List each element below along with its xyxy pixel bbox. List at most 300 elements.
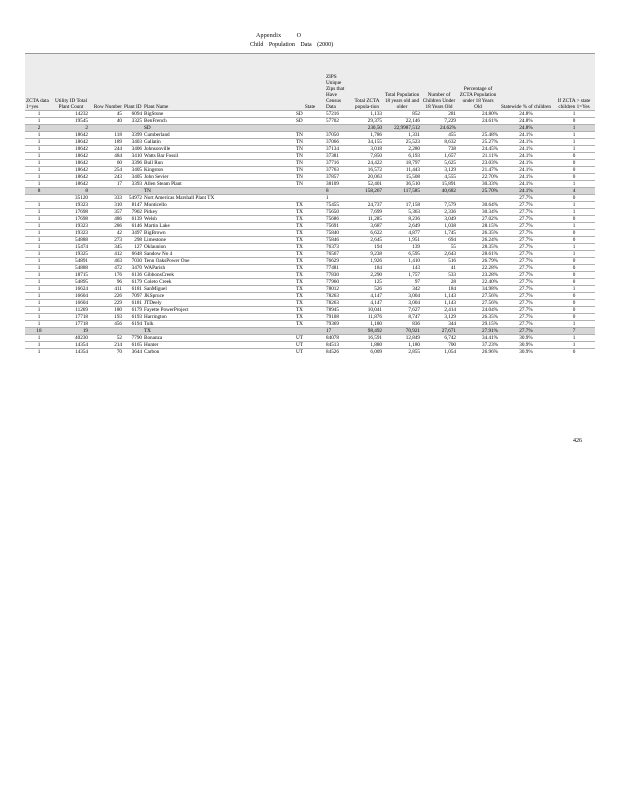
utility-id-cell: 18715 — [53, 272, 89, 279]
utility-id-cell: 19 — [53, 328, 89, 335]
plant-name-cell: Tolk — [143, 321, 295, 328]
plant-id-cell: 3406 — [123, 146, 143, 153]
zip-cell: 75840 — [325, 230, 351, 237]
above-state-flag-cell: 0 — [553, 279, 595, 286]
zcta-flag-cell: 1 — [25, 202, 53, 209]
state-cell: TX — [295, 209, 325, 216]
state-cell: SD — [295, 111, 325, 118]
adult-population-cell: 6,193 — [383, 153, 421, 160]
adult-population-cell: 1,757 — [383, 272, 421, 279]
zcta-flag-cell: 1 — [25, 146, 53, 153]
zcta-flag-cell — [25, 195, 53, 202]
plant-id-cell: 3497 — [123, 230, 143, 237]
above-state-flag-cell: 7 — [553, 328, 595, 335]
children-percentage-cell: 23.03% — [457, 160, 499, 167]
adult-population-cell: 852 — [383, 111, 421, 118]
table-row — [25, 251, 595, 258]
table-row — [25, 265, 595, 272]
zcta-flag-cell: 1 — [25, 160, 53, 167]
state-total-row — [25, 188, 595, 195]
plant-name-cell: JTDeely — [143, 300, 295, 307]
state-total-row — [25, 125, 595, 132]
plant-id-cell: 3410 — [123, 153, 143, 160]
plant-id-cell: 6146 — [123, 223, 143, 230]
above-state-flag-cell: 0 — [553, 216, 595, 223]
plant-id-cell: 7790 — [123, 335, 143, 342]
table-row — [25, 202, 595, 209]
state-cell — [295, 188, 325, 195]
zcta-flag-cell: 1 — [25, 223, 53, 230]
zcta-flag-cell: 1 — [25, 209, 53, 216]
above-state-flag-cell: 0 — [553, 195, 595, 202]
state-cell: UT — [295, 342, 325, 349]
state-cell: SD — [295, 118, 325, 125]
children-percentage-cell: 21.47% — [457, 167, 499, 174]
row-number-header: Row Number — [89, 54, 123, 111]
row-number-cell: 345 — [89, 244, 123, 251]
state-cell: TN — [295, 160, 325, 167]
total-population-cell: 1,180 — [351, 321, 383, 328]
state-cell: TX — [295, 251, 325, 258]
statewide-percentage-cell: 27.7% — [499, 293, 553, 300]
state-cell: TX — [295, 237, 325, 244]
zip-cell: 77481 — [325, 265, 351, 272]
row-number-cell: 17 — [89, 181, 123, 188]
above-state-flag-cell: 0 — [553, 293, 595, 300]
statewide-percentage-cell: 27.7% — [499, 251, 553, 258]
plant-id-cell: 298 — [123, 237, 143, 244]
table-row — [25, 307, 595, 314]
utility-id-cell: 14354 — [53, 349, 89, 356]
table-row — [25, 321, 595, 328]
zip-cell: 75846 — [325, 237, 351, 244]
zcta-flag-cell: 1 — [25, 251, 53, 258]
above-state-flag-cell: 0 — [553, 174, 595, 181]
total-population-cell: 9,238 — [351, 251, 383, 258]
adult-population-cell: 1,331 — [383, 132, 421, 139]
children-count-cell: 15,891 — [421, 181, 457, 188]
table-row — [25, 230, 595, 237]
children-count-cell — [421, 195, 457, 202]
zcta-flag-cell: 1 — [25, 342, 53, 349]
plant-id-cell: 6179 — [123, 279, 143, 286]
plant-name-cell: Allen Steam Plant — [143, 181, 295, 188]
above-state-flag-cell: 0 — [553, 237, 595, 244]
children-count-cell: 40,682 — [421, 188, 457, 195]
zcta-flag-cell: 1 — [25, 293, 53, 300]
children-percentage-cell: 30.34% — [457, 209, 499, 216]
adult-population-cell: 1,180 — [383, 342, 421, 349]
zcta-flag-cell: 1 — [25, 272, 53, 279]
zip-cell: 84526 — [325, 349, 351, 356]
row-number-cell — [89, 125, 123, 132]
total-population-cell: 3,018 — [351, 146, 383, 153]
utility-id-cell: 19323 — [53, 230, 89, 237]
utility-id-header: Utility ID Total Plant Count — [53, 54, 89, 111]
statewide-percentage-cell: 24.8% — [499, 118, 553, 125]
total-population-cell: 1,786 — [351, 132, 383, 139]
zcta-flag-cell: 8 — [25, 188, 53, 195]
zcta-flag-cell: 1 — [25, 349, 53, 356]
adult-population-cell: 836 — [383, 321, 421, 328]
children-count-cell: 2,336 — [421, 209, 457, 216]
above-state-flag-cell: 0 — [553, 118, 595, 125]
above-state-flag-cell: 1 — [553, 181, 595, 188]
row-number-cell: 52 — [89, 335, 123, 342]
plant-id-cell: 3403 — [123, 139, 143, 146]
children-percentage-cell: 22.28% — [457, 265, 499, 272]
children-percentage-cell: 34.98% — [457, 286, 499, 293]
table-row — [25, 293, 595, 300]
row-number-cell: 357 — [89, 209, 123, 216]
appendix-label: Appendix — [256, 33, 282, 39]
state-cell: TX — [295, 230, 325, 237]
state-cell: TX — [295, 286, 325, 293]
utility-id-cell: 54888 — [53, 265, 89, 272]
above-state-flag-cell: 0 — [553, 230, 595, 237]
row-number-cell: 189 — [89, 139, 123, 146]
statewide-percentage-cell: 24.1% — [499, 153, 553, 160]
total-population-cell: 11,876 — [351, 314, 383, 321]
children-percentage-cell: 25.27% — [457, 139, 499, 146]
children-count-cell: 7,579 — [421, 202, 457, 209]
plant-name-cell: Gallatin — [143, 139, 295, 146]
title-block — [0, 33, 618, 53]
child-population-table — [25, 53, 595, 355]
children-percentage-header: Percentage of ZCTA Population under 18 Years Old — [457, 54, 499, 111]
adult-population-cell: 3,004 — [383, 293, 421, 300]
children-count-cell: 3,129 — [421, 314, 457, 321]
adult-population-cell: 12,849 — [383, 335, 421, 342]
statewide-percentage-cell: 27.7% — [499, 272, 553, 279]
plant-id-cell: 6094 — [123, 111, 143, 118]
plant-name-cell: SD — [143, 125, 295, 132]
children-count-cell: 700 — [421, 342, 457, 349]
children-count-cell: 184 — [421, 286, 457, 293]
plant-name-cell: Nort Americas Marshall Plant TX — [143, 195, 295, 202]
utility-id-cell: 19545 — [53, 118, 89, 125]
adult-population-cell: 11,443 — [383, 167, 421, 174]
zcta-flag-cell: 1 — [25, 279, 53, 286]
above-state-flag-cell: 1 — [553, 223, 595, 230]
zip-cell: 37716 — [325, 160, 351, 167]
children-percentage-cell: 28.61% — [457, 251, 499, 258]
state-cell: TX — [295, 293, 325, 300]
plant-id-cell: 6181 — [123, 300, 143, 307]
utility-id-cell: 35120 — [53, 195, 89, 202]
table-row — [25, 300, 595, 307]
plant-name-cell: Harrington — [143, 314, 295, 321]
zip-cell: 84078 — [325, 335, 351, 342]
utility-id-cell: 14232 — [53, 111, 89, 118]
state-cell: TX — [295, 314, 325, 321]
utility-id-cell: 18642 — [53, 139, 89, 146]
adult-population-cell: 7,627 — [383, 307, 421, 314]
utility-id-cell: 18642 — [53, 167, 89, 174]
statewide-percentage-cell: 24.1% — [499, 139, 553, 146]
above-state-flag-cell: 4 — [553, 188, 595, 195]
zcta-flag-cell: 1 — [25, 111, 53, 118]
adult-population-cell: 6,595 — [383, 251, 421, 258]
plant-id-cell — [123, 125, 143, 132]
statewide-percentage-cell: 24.8% — [499, 111, 553, 118]
plant-name-cell: John Sevier — [143, 174, 295, 181]
zip-cell: 37050 — [325, 132, 351, 139]
statewide-percentage-cell: 24.1% — [499, 160, 553, 167]
total-population-cell: 125 — [351, 279, 383, 286]
total-population-cell: 7,850 — [351, 153, 383, 160]
utility-id-cell: 18642 — [53, 181, 89, 188]
children-count-cell: 5,625 — [421, 160, 457, 167]
plant-id-cell: 54972 — [123, 195, 143, 202]
zcta-flag-cell: 1 — [25, 258, 53, 265]
zcta-data-header: ZCTA data 1=yes — [25, 54, 53, 111]
adult-population-cell: 8,747 — [383, 314, 421, 321]
zip-cell: 78263 — [325, 293, 351, 300]
plant-name-cell: Hunter — [143, 342, 295, 349]
statewide-percentage-cell: 24.1% — [499, 188, 553, 195]
row-number-cell: 180 — [89, 307, 123, 314]
zcta-flag-cell: 1 — [25, 139, 53, 146]
zip-cell: 77960 — [325, 279, 351, 286]
zip-cell: 76373 — [325, 244, 351, 251]
zip-cell: 79108 — [325, 314, 351, 321]
above-state-flag-cell: 0 — [553, 258, 595, 265]
state-cell: TX — [295, 300, 325, 307]
statewide-percentage-cell: 24.1% — [499, 146, 553, 153]
above-state-flag-cell: 1 — [553, 209, 595, 216]
plant-name-header: Plant Name — [143, 54, 295, 111]
table-row — [25, 279, 595, 286]
children-count-cell: 1,143 — [421, 293, 457, 300]
statewide-percentage-cell: 27.7% — [499, 321, 553, 328]
state-cell: TN — [295, 153, 325, 160]
plant-name-cell: Kingston — [143, 167, 295, 174]
statewide-percentage-cell: 27.7% — [499, 202, 553, 209]
utility-id-cell: 11269 — [53, 307, 89, 314]
row-number-cell: 286 — [89, 223, 123, 230]
row-number-cell: 411 — [89, 286, 123, 293]
row-number-cell: 333 — [89, 195, 123, 202]
children-count-cell: 55 — [421, 244, 457, 251]
above-state-flag-cell: 0 — [553, 300, 595, 307]
total-population-cell: 230,50 — [351, 125, 383, 132]
zip-cell: 75691 — [325, 223, 351, 230]
adult-population-cell: 15,508 — [383, 174, 421, 181]
table-row — [25, 139, 595, 146]
total-population-cell: 3,687 — [351, 223, 383, 230]
utility-id-cell: 16624 — [53, 286, 89, 293]
children-percentage-cell: 26.79% — [457, 258, 499, 265]
table-row — [25, 272, 595, 279]
state-cell: TX — [295, 272, 325, 279]
statewide-percentage-cell: 27.7% — [499, 314, 553, 321]
total-population-cell: 2,645 — [351, 237, 383, 244]
row-number-cell: 60 — [89, 160, 123, 167]
total-population-cell: 526 — [351, 286, 383, 293]
utility-id-cell: 18642 — [53, 174, 89, 181]
utility-id-cell: 18642 — [53, 132, 89, 139]
state-cell: TX — [295, 321, 325, 328]
total-population-cell: 98,492 — [351, 328, 383, 335]
row-number-cell: 42 — [89, 230, 123, 237]
row-number-cell: 118 — [89, 132, 123, 139]
plant-name-cell: GibbonsCreek — [143, 272, 295, 279]
utility-id-cell: 17698 — [53, 216, 89, 223]
zip-cell: 37857 — [325, 174, 351, 181]
table-row — [25, 223, 595, 230]
statewide-percentage-header: Statewide % of children — [499, 54, 553, 111]
adult-population-cell: 1,951 — [383, 237, 421, 244]
plant-name-cell: Monticello — [143, 202, 295, 209]
children-count-cell: 533 — [421, 272, 457, 279]
above-state-flag-cell: 1 — [553, 111, 595, 118]
table-row — [25, 153, 595, 160]
adult-population-cell: 36,510 — [383, 181, 421, 188]
page-number: 426 — [573, 438, 582, 444]
total-population-cell: 158,267 — [351, 188, 383, 195]
total-population-cell: 184 — [351, 265, 383, 272]
table-row — [25, 342, 595, 349]
adult-population-cell: 2,649 — [383, 223, 421, 230]
zip-cell: 75455 — [325, 202, 351, 209]
above-state-flag-cell: 1 — [553, 132, 595, 139]
children-percentage-cell: 24.80% — [457, 111, 499, 118]
children-percentage-cell: 22.70% — [457, 174, 499, 181]
above-state-header: If ZCTA > state children 1=Yes — [553, 54, 595, 111]
utility-id-cell: 18642 — [53, 160, 89, 167]
zcta-flag-cell: 1 — [25, 230, 53, 237]
adult-population-cell: 17,158 — [383, 202, 421, 209]
state-cell: TX — [295, 258, 325, 265]
zip-cell: 57216 — [325, 111, 351, 118]
utility-id-cell: 2 — [53, 125, 89, 132]
table-row — [25, 111, 595, 118]
table-row — [25, 160, 595, 167]
zcta-flag-cell: 1 — [25, 153, 53, 160]
zip-cell: 37134 — [325, 146, 351, 153]
plant-name-cell: Bonanza — [143, 335, 295, 342]
zcta-flag-cell: 18 — [25, 328, 53, 335]
children-count-cell: 455 — [421, 132, 457, 139]
table-row — [25, 146, 595, 153]
above-state-flag-cell: 0 — [553, 314, 595, 321]
utility-id-cell: 17698 — [53, 209, 89, 216]
plant-id-cell: 6648 — [123, 251, 143, 258]
adult-population-cell: 22,9987,512 — [383, 125, 421, 132]
above-state-flag-cell: 0 — [553, 272, 595, 279]
statewide-percentage-cell: 24.8% — [499, 125, 553, 132]
state-cell — [295, 195, 325, 202]
adult-population-cell: 8,236 — [383, 216, 421, 223]
children-count-cell: 1,143 — [421, 300, 457, 307]
statewide-percentage-cell: 27.7% — [499, 209, 553, 216]
total-population-cell: 1,133 — [351, 111, 383, 118]
total-population-cell: 10,041 — [351, 307, 383, 314]
plant-id-cell: 3470 — [123, 265, 143, 272]
zip-cell: 79369 — [325, 321, 351, 328]
plant-name-cell: Pirkey — [143, 209, 295, 216]
plant-name-cell: WAParish — [143, 265, 295, 272]
table-body — [25, 111, 595, 356]
plant-name-cell: Johnsonville — [143, 146, 295, 153]
state-cell: TX — [295, 307, 325, 314]
zip-cell: 38109 — [325, 181, 351, 188]
plant-id-cell: 3405 — [123, 167, 143, 174]
table-row — [25, 286, 595, 293]
children-percentage-cell: 27.56% — [457, 300, 499, 307]
row-number-cell: 254 — [89, 167, 123, 174]
children-count-cell: 344 — [421, 321, 457, 328]
above-state-flag-cell: 1 — [553, 286, 595, 293]
total-population-cell: 2,290 — [351, 272, 383, 279]
adult-population-cell: 25,523 — [383, 139, 421, 146]
statewide-percentage-cell: 27.7% — [499, 244, 553, 251]
utility-id-cell: 19323 — [53, 202, 89, 209]
plant-id-cell: 3399 — [123, 132, 143, 139]
plant-name-cell: TX — [143, 328, 295, 335]
zip-cell: 76567 — [325, 251, 351, 258]
table-row — [25, 258, 595, 265]
above-state-flag-cell: 1 — [553, 146, 595, 153]
adult-population-cell — [383, 195, 421, 202]
children-percentage-cell: 27.56% — [457, 293, 499, 300]
row-number-cell: 40 — [89, 118, 123, 125]
statewide-percentage-cell: 30.9% — [499, 349, 553, 356]
plant-name-cell: Watts Bar Fossil — [143, 153, 295, 160]
children-percentage-cell: 27.91% — [457, 328, 499, 335]
children-percentage-cell: 22.40% — [457, 279, 499, 286]
children-count-cell: 694 — [421, 237, 457, 244]
state-cell: UT — [295, 349, 325, 356]
state-cell: TN — [295, 167, 325, 174]
statewide-percentage-cell: 27.7% — [499, 223, 553, 230]
adult-population-cell: 3,004 — [383, 300, 421, 307]
row-number-cell: 193 — [89, 314, 123, 321]
utility-id-cell: 18642 — [53, 153, 89, 160]
statewide-percentage-cell: 27.7% — [499, 195, 553, 202]
zcta-flag-cell: 1 — [25, 265, 53, 272]
zcta-flag-cell: 1 — [25, 118, 53, 125]
state-cell: TX — [295, 244, 325, 251]
statewide-percentage-cell: 27.7% — [499, 286, 553, 293]
children-count-header: Number of Children Under 18 Years Old — [421, 54, 457, 111]
statewide-percentage-cell: 27.7% — [499, 230, 553, 237]
children-count-cell: 4,555 — [421, 174, 457, 181]
utility-id-cell: 16604 — [53, 293, 89, 300]
state-cell: TN — [295, 146, 325, 153]
utility-id-cell: 8 — [53, 188, 89, 195]
statewide-percentage-cell: 24.1% — [499, 181, 553, 188]
row-number-cell: 273 — [89, 237, 123, 244]
children-count-cell: 1,657 — [421, 153, 457, 160]
table-row — [25, 181, 595, 188]
plant-name-cell: BenFrench — [143, 118, 295, 125]
zip-cell: 75686 — [325, 216, 351, 223]
children-count-cell: 28 — [421, 279, 457, 286]
plant-id-cell: 3644 — [123, 349, 143, 356]
row-number-cell — [89, 188, 123, 195]
state-cell: TX — [295, 279, 325, 286]
plant-name-cell: TN — [143, 188, 295, 195]
row-number-cell: 412 — [89, 251, 123, 258]
table-row — [25, 118, 595, 125]
above-state-flag-cell: 1 — [553, 202, 595, 209]
row-number-cell: 214 — [89, 342, 123, 349]
zcta-flag-cell: 2 — [25, 125, 53, 132]
children-count-cell: 2,643 — [421, 251, 457, 258]
row-number-cell: 484 — [89, 153, 123, 160]
